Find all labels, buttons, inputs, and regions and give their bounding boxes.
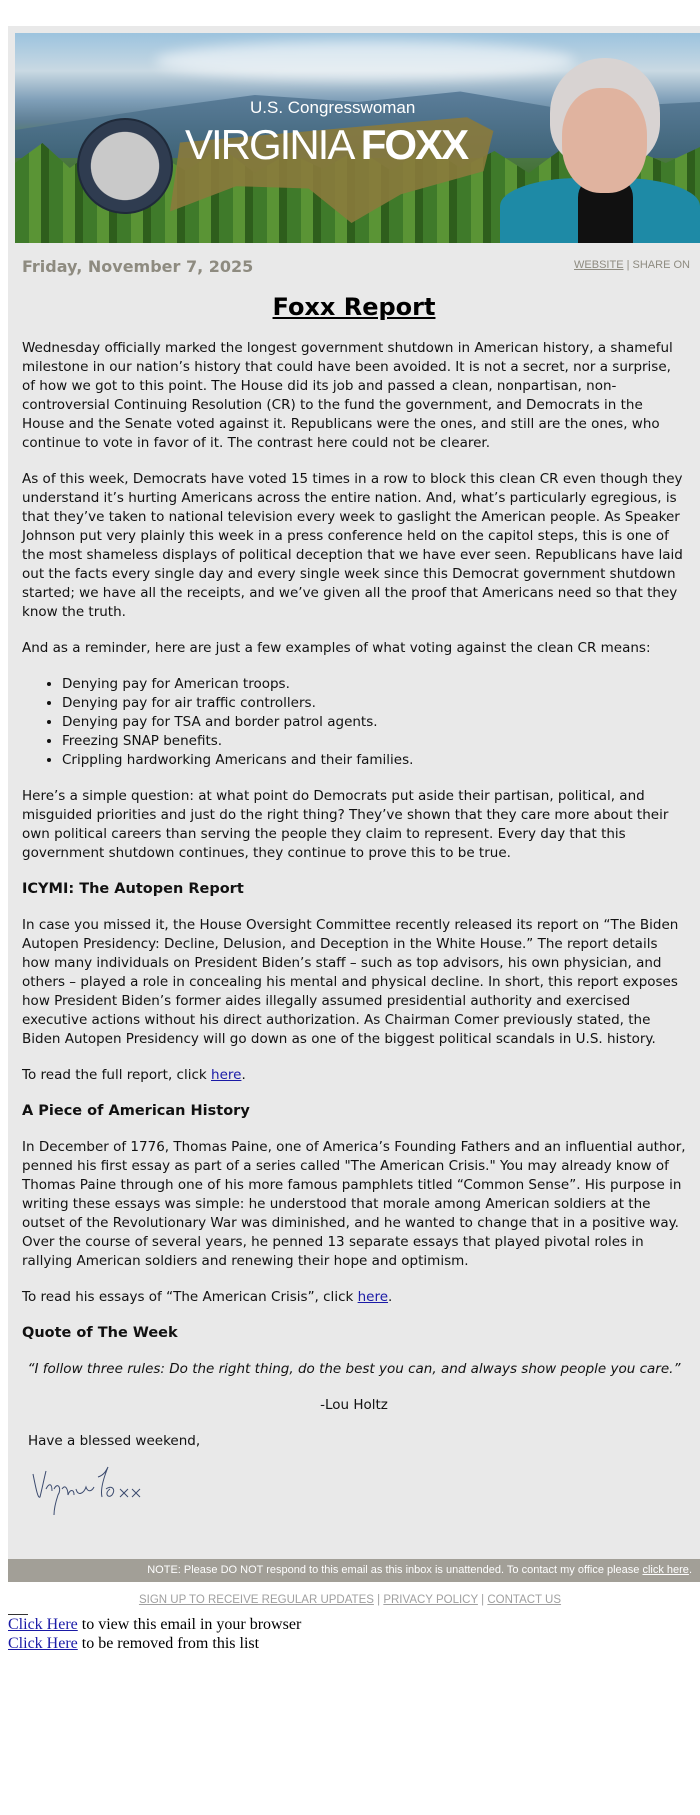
punctuation: . — [241, 1067, 246, 1083]
note-text: NOTE: Please DO NOT respond to this email as this inbox is unattended. To contact my office please — [147, 1564, 643, 1576]
list-item: • Denying pay for air traffic controllers. — [62, 694, 686, 713]
banner-first-name: VIRGINIA — [185, 121, 352, 168]
autopen-report-link[interactable]: here — [211, 1067, 242, 1083]
closing-text: Have a blessed weekend, — [28, 1433, 201, 1449]
quote-text: “I follow three rules: Do the right thing, do the best you can, and always show people you care.” — [27, 1361, 681, 1377]
banner-last-name: FOXX — [360, 121, 468, 168]
contact-us-link[interactable]: CONTACT US — [487, 1594, 562, 1606]
issue-date: Friday, November 7, 2025 — [22, 257, 254, 276]
list-item: • Denying pay for TSA and border patrol agents. — [62, 713, 686, 732]
separator: | — [481, 1594, 485, 1606]
read-more-text: To read his essays of “The American Crisis”, click — [22, 1289, 358, 1305]
footer-links — [0, 1594, 700, 1606]
signature-image — [28, 1459, 168, 1519]
email-panel — [8, 26, 700, 1559]
top-links — [574, 259, 690, 271]
quote-attribution: -Lou Holtz — [320, 1397, 388, 1413]
bottom-links — [8, 1615, 700, 1653]
separator: | — [626, 259, 630, 271]
congresswoman-portrait — [500, 58, 700, 243]
quote-heading: Quote of The Week — [22, 1325, 178, 1341]
view-in-browser-link[interactable]: Click Here — [8, 1616, 78, 1633]
banner-subtitle: U.S. Congresswoman — [250, 98, 416, 117]
signup-link[interactable]: SIGN UP TO RECEIVE REGULAR UPDATES — [138, 1594, 374, 1606]
list-item: • Crippling hardworking Americans and their families. — [62, 751, 686, 770]
read-more-text: To read the full report, click — [22, 1067, 212, 1083]
intro-paragraph-1: Wednesday officially marked the longest government shutdown in American history, a shameful milestone in our nation’s history that could have been avoided. It is not a secret, nor a surprise, of how we got to this point. The House did its job and passed a clean, nonpartisan, non-controversial Continuing Resolution (CR) to the fund the government, and Democrats in the House and the Senate voted against it. Republicans were the ones, and still are the ones, who continue to vote in favor of it. The contrast here could not be clearer. — [22, 340, 673, 451]
share-on-label[interactable]: SHARE ON — [632, 259, 690, 271]
punctuation: . — [388, 1289, 393, 1305]
date-row — [8, 255, 700, 285]
privacy-policy-link[interactable]: PRIVACY POLICY — [383, 1594, 478, 1606]
view-in-browser-line — [8, 1615, 700, 1634]
intro-paragraph-3: And as a reminder, here are just a few examples of what voting against the clean CR means: — [22, 640, 651, 656]
banner-name — [185, 121, 467, 169]
view-in-browser-text: to view this email in your browser — [77, 1616, 302, 1633]
unsubscribe-link[interactable]: Click Here — [8, 1635, 78, 1652]
contact-office-link[interactable]: click here — [642, 1564, 689, 1576]
newsletter-title: Foxx Report — [272, 293, 436, 321]
history-heading: A Piece of American History — [22, 1103, 250, 1119]
unsubscribe-line — [8, 1634, 700, 1653]
list-item: • Denying pay for American troops. — [62, 675, 686, 694]
autopen-paragraph: In case you missed it, the House Oversight Committee recently released its report on “The Biden Autopen Presidency: Decline, Delusion, and Deception in the White House.” The report details how many individuals on President Biden’s staff – such as top advisors, his own physician, and others – played a role in concealing his mental and physical decline. In short, this report exposes how President Biden’s former aides illegally assumed presidential authority and exercised executive actions without his direct authorization. As Chairman Comer previously stated, the Biden Autopen Presidency will go down as one of the biggest political scandals in U.S. history. — [22, 917, 679, 1047]
unsubscribe-text: to be removed from this list — [77, 1635, 260, 1652]
newsletter-body — [22, 339, 686, 1559]
separator: | — [377, 1594, 381, 1606]
autopen-read-more — [22, 1066, 686, 1085]
nc-state-seal-icon — [77, 118, 173, 214]
do-not-reply-note — [8, 1559, 700, 1582]
history-paragraph: In December of 1776, Thomas Paine, one of America’s Founding Fathers and an influential author, penned his first essay as part of a series called "The American Crisis." You may already know of Thomas Paine through one of his more famous pamphlets titled “Common Sense”. His purpose in writing these essays was simple: he understood that morale among American soldiers at the outset of the Revolutionary War was diminished, and he wanted to change that in a positive way. Over the course of several years, he penned 13 separate essays that played pivotal roles in rallying American soldiers and renewing their hope and optimism. — [22, 1139, 686, 1269]
intro-paragraph-4: Here’s a simple question: at what point do Democrats put aside their partisan, political, and misguided priorities and just do the right thing? They’ve shown that they care more about their own political careers than serving the people they claim to represent. Every day that this government shutdown continues, they continue to prove this to be true. — [22, 788, 669, 861]
portrait-face — [562, 88, 647, 193]
list-item: • Freezing SNAP benefits. — [62, 732, 686, 751]
punctuation: . — [688, 1564, 692, 1576]
autopen-heading: ICYMI: The Autopen Report — [22, 881, 244, 897]
intro-paragraph-2: As of this week, Democrats have voted 15 times in a row to block this clean CR even though they understand it’s hurting Americans across the entire nation. And, what’s particularly egregious, is that they’ve taken to national television every week to gaslight the American people. As Speaker Johnson put very plainly this week in a press conference held on the capitol steps, this is one of the most shameless displays of political deception that we have ever seen. Republicans have laid out the facts every single day and every single week since this Democrat government shutdown started; we have all the receipts, and we’ve given all the proof that Americans need so that they know the truth. — [22, 471, 683, 620]
american-crisis-link[interactable]: here — [357, 1289, 389, 1305]
header-banner — [15, 33, 700, 243]
examples-list — [22, 675, 686, 770]
website-link[interactable]: WEBSITE — [574, 259, 624, 271]
history-read-more — [22, 1288, 686, 1307]
